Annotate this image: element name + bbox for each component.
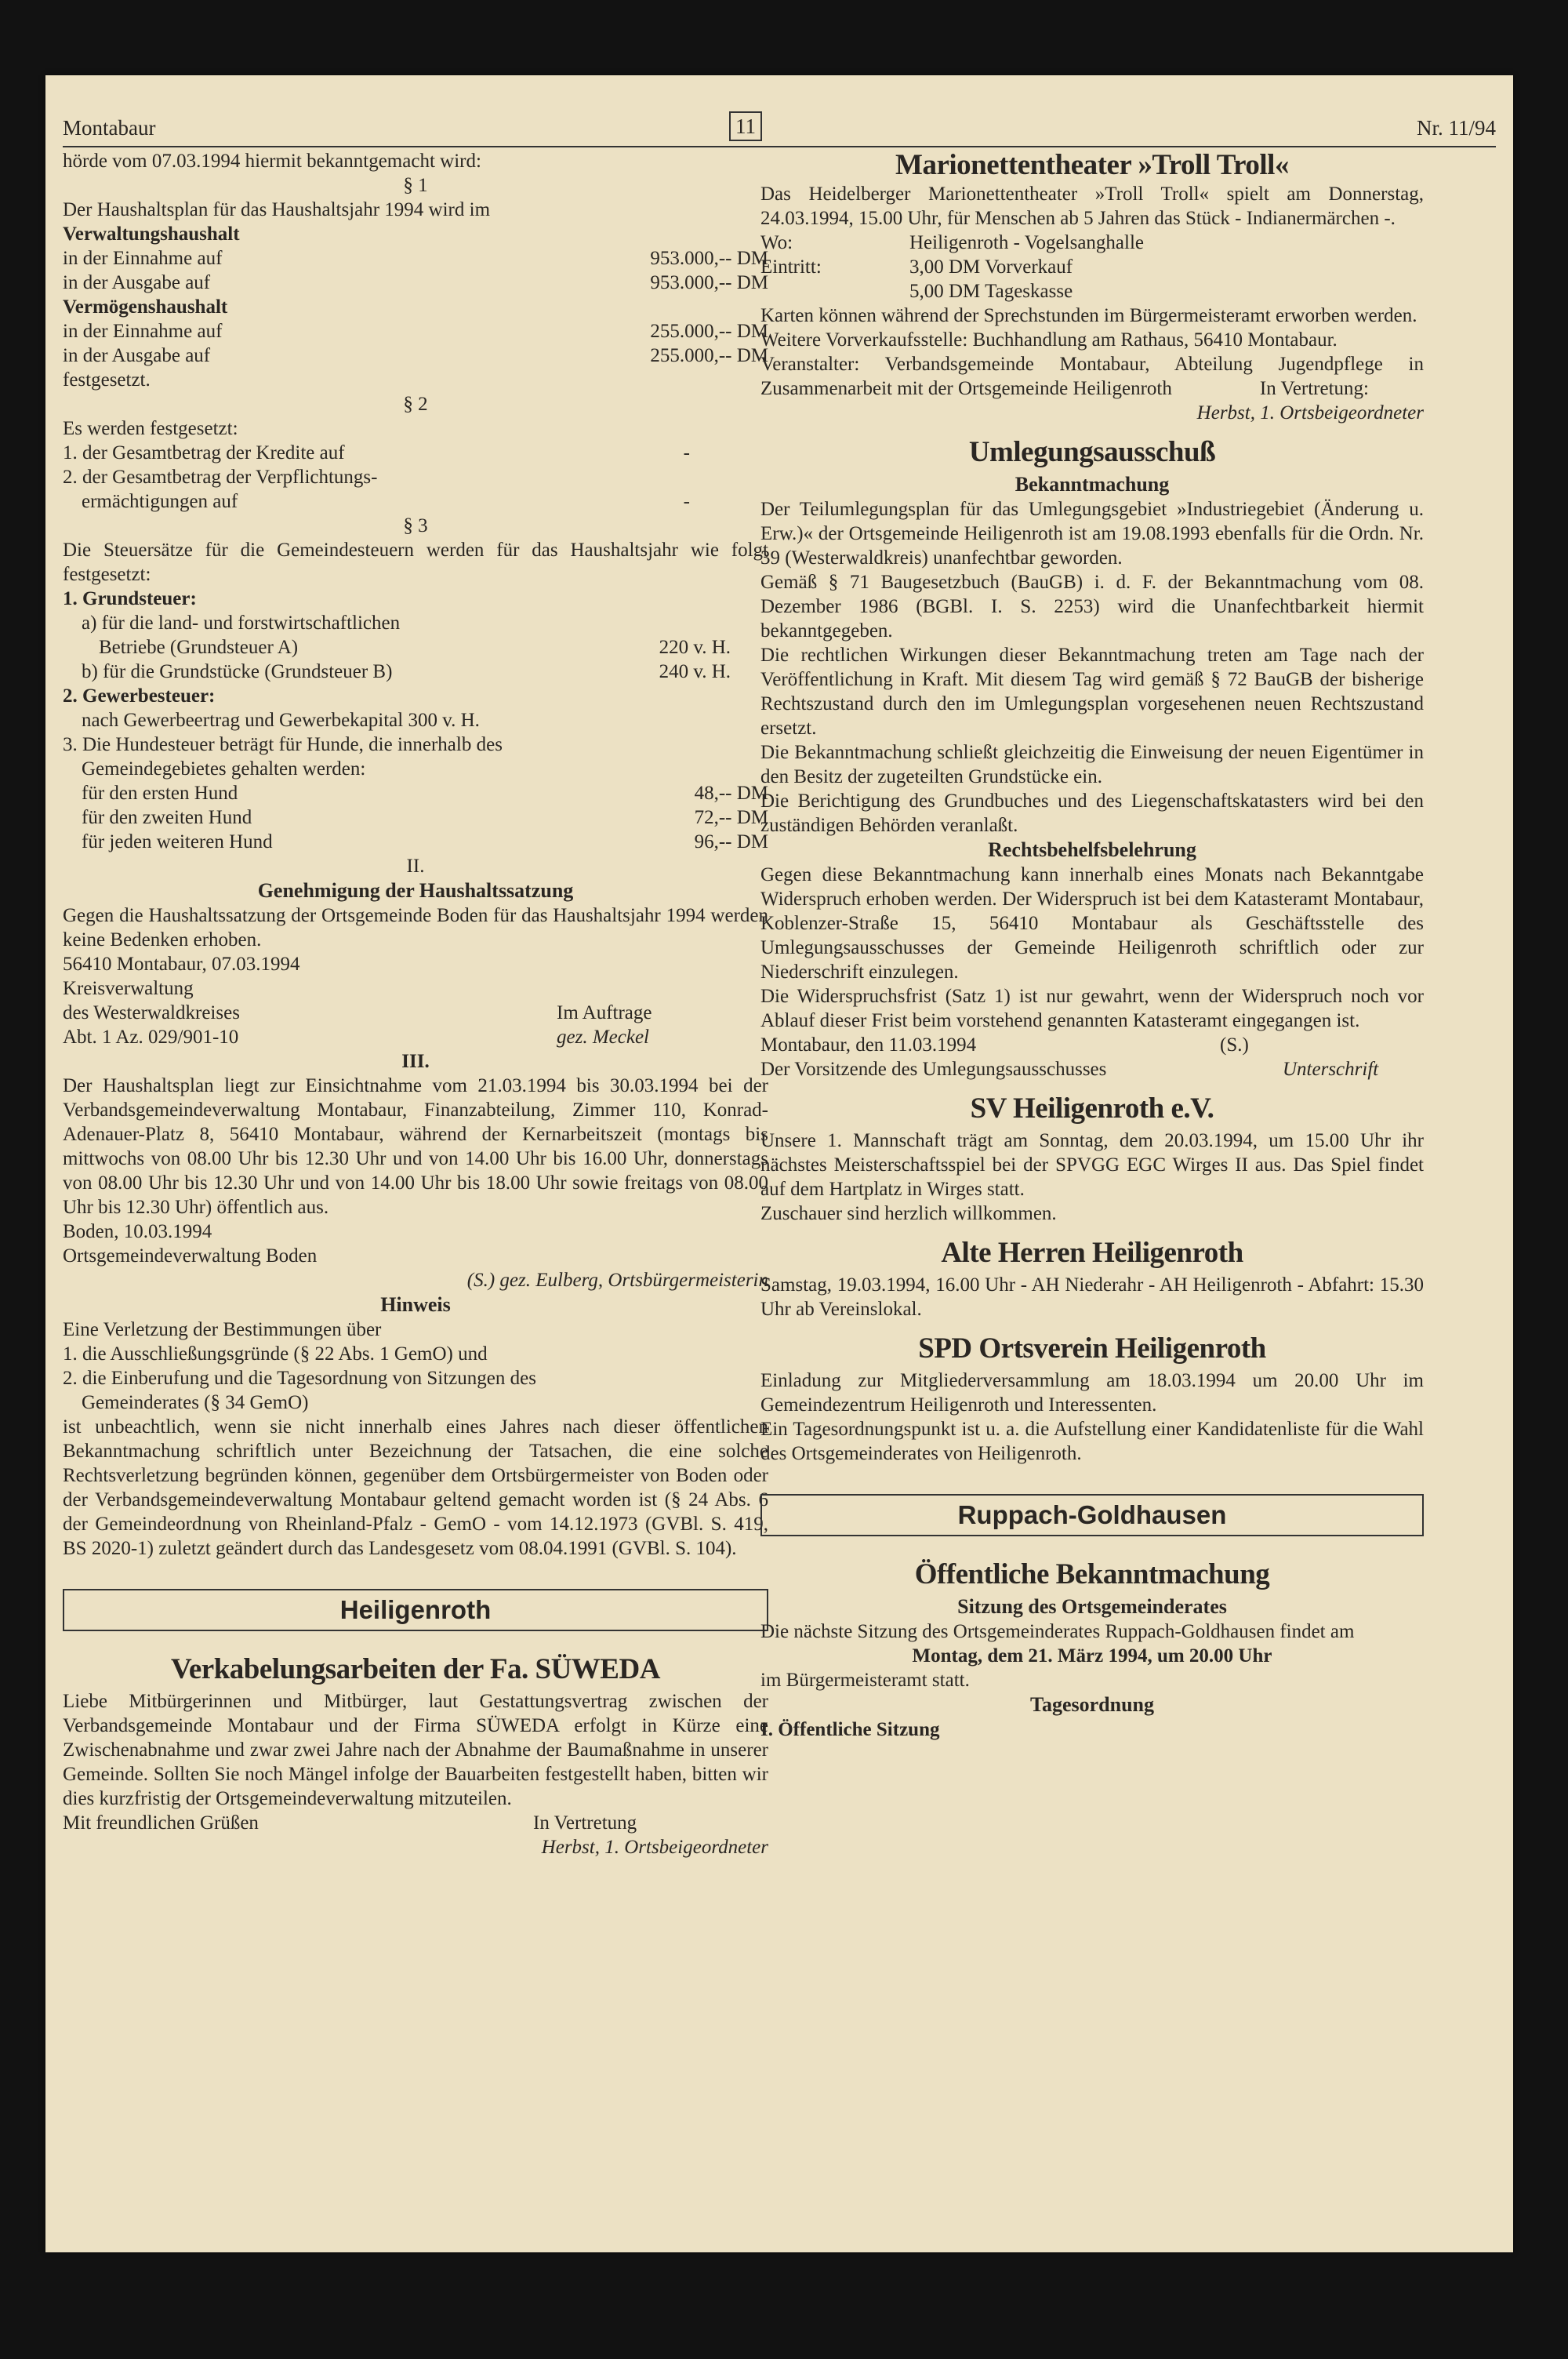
umlegung-vorsitz-row xyxy=(760,1057,1424,1081)
ortsgemeindeverwaltung: Ortsgemeindeverwaltung Boden xyxy=(63,1245,318,1267)
part-iii-text: Der Haushaltsplan liegt zur Einsichtnahme vom 21.03.1994 bis 30.03.1994 bei der Verbandsgemeindeverwaltung Montabaur, Finanzabteilung, Zimmer 110, Konrad-Adenauer-Platz 8, 56410 Montabaur, während der Kernarbeitszeit (montags bis mittwochs von 08.00 Uhr bis 12.30 Uhr und von 14.00 Uhr bis 16.00 Uhr, donnerstags von 08.00 Uhr bis 12.30 Uhr und von 14.00 Uhr bis 18.00 Uhr sowie freitags von 08.00 Uhr bis 12.30 Uhr) öffentlich aus. xyxy=(63,1075,768,1218)
kredite-value: - xyxy=(683,442,690,463)
wo-row xyxy=(760,231,1424,255)
tagesordnung-item-1: I. Öffentliche Sitzung xyxy=(760,1719,940,1740)
genehmigung-text: Gegen die Haushaltssatzung der Ortsgemeinde Boden für das Haushaltsjahr 1994 werden keine Bedenken erhoben. xyxy=(63,905,768,951)
gruss: Mit freundlichen Grüßen xyxy=(63,1812,259,1834)
hundesteuer-text-2: Gemeindegebietes gehalten werden: xyxy=(82,758,366,780)
marionetten-text-4: Veranstalter: Verbandsgemeinde Montabaur, Abteilung Jugendpflege in Zusammenarbeit mit der Ortsgemeinde Heiligenroth xyxy=(760,354,1424,399)
sv-text: Unsere 1. Mannschaft trägt am Sonntag, dem 20.03.1994, um 15.00 Uhr ihr nächstes Meisterschaftsspiel bei der SPVGG EGC Wirges II aus. Das Spiel findet auf dem Hartplatz in Wirges statt. xyxy=(760,1130,1424,1200)
marionetten-text-2: Karten können während der Sprechstunden im Bürgermeisteramt erworben werden. xyxy=(760,305,1417,326)
vh-ausgabe-row xyxy=(63,271,768,295)
hund-1-value: 48,-- DM xyxy=(694,783,768,804)
sitzung-subtitle: Sitzung des Ortsgemeinderates xyxy=(957,1595,1227,1618)
im-auftrage: Im Auftrage xyxy=(557,1002,652,1023)
gez-meckel: gez. Meckel xyxy=(557,1027,649,1048)
hund-3-label: für jeden weiteren Hund xyxy=(82,831,273,852)
rechtsbehelf-text: Gegen diese Bekanntmachung kann innerhalb eines Monats nach Bekanntgabe Widerspruch erhoben werden. Der Widerspruch ist bei dem Katasteramt Montabaur, Koblenzer-Straße 15, 56410 Montabaur als Geschäftsstelle des Umlegungsausschusses der Gemeinde Heiligenroth schriftlich oder zur Niederschrift einzulegen. xyxy=(760,864,1424,983)
kredite-label: 1. der Gesamtbetrag der Kredite auf xyxy=(63,442,345,463)
verpflichtung-row xyxy=(63,489,768,514)
vh-ausgabe-label: in der Ausgabe auf xyxy=(63,272,211,293)
vm-einnahme-value: 255.000,-- DM xyxy=(650,321,768,342)
umlegung-date-row xyxy=(760,1033,1424,1057)
right-column xyxy=(760,149,1424,1742)
place-date: 56410 Montabaur, 07.03.1994 xyxy=(63,954,300,975)
page-number: 11 xyxy=(729,111,762,141)
verwaltungshaushalt-heading: Verwaltungshaushalt xyxy=(63,224,240,245)
page-header xyxy=(63,110,1496,147)
vermoegenshaushalt-heading: Vermögenshaushalt xyxy=(63,296,228,318)
hinweis-heading: Hinweis xyxy=(380,1293,451,1316)
part-ii-heading: II. xyxy=(406,856,425,877)
hinweis-2: 2. die Einberufung und die Tagesordnung von Sitzungen des xyxy=(63,1368,536,1389)
festgesetzt-text: festgesetzt. xyxy=(63,369,151,391)
umlegung-date: Montabaur, den 11.03.1994 xyxy=(760,1034,977,1056)
hund-2-label: für den zweiten Hund xyxy=(82,807,252,828)
left-column xyxy=(63,149,768,1859)
vm-ausgabe-value: 255.000,-- DM xyxy=(650,345,768,366)
grundsteuer-a-label-2: Betriebe (Grundsteuer A) xyxy=(99,637,299,658)
section-1-text: Der Haushaltsplan für das Haushaltsjahr 1994 wird im xyxy=(63,199,491,220)
grundsteuer-heading: 1. Grundsteuer: xyxy=(63,588,197,609)
vm-ausgabe-row xyxy=(63,343,768,368)
issue-number: Nr. 11/94 xyxy=(1417,116,1496,140)
hund-1-label: für den ersten Hund xyxy=(82,783,238,804)
vh-einnahme-value: 953.000,-- DM xyxy=(650,248,768,269)
verkabelung-text: Liebe Mitbürgerinnen und Mitbürger, laut Gestattungsvertrag zwischen der Verbandsgemeinde Montabaur und der Firma SÜWEDA erfolgt in Kürze eine Zwischenabnahme und zwar zwei Jahre nach der Abnahme der Baumaßnahme in unserer Gemeinde. Sollten Sie noch Mängel infolge der Bauarbeiten festgestellt haben, bitten wir dies kurzfristig der Ortsgemeindeverwaltung mitzuteilen. xyxy=(63,1691,768,1809)
sv-text-2: Zuschauer sind herzlich willkommen. xyxy=(760,1203,1057,1224)
vh-ausgabe-value: 953.000,-- DM xyxy=(650,272,768,293)
marionetten-text: Das Heidelberger Marionettentheater »Troll Troll« spielt am Donnerstag, 24.03.1994, 15.00 Uhr, für Menschen ab 5 Jahren das Stück - Indianermärchen -. xyxy=(760,184,1424,229)
section-2: § 2 xyxy=(403,394,428,415)
umlegung-text-4: Die Bekanntmachung schließt gleichzeitig die Einweisung der neuen Eigentümer in den Besitz der zugeteilten Grundstücke ein. xyxy=(760,742,1424,787)
vm-ausgabe-label: in der Ausgabe auf xyxy=(63,345,211,366)
westerwaldkreis: des Westerwaldkreises xyxy=(63,1002,240,1023)
marionetten-text-3: Weitere Vorverkaufsstelle: Buchhandlung am Rathaus, 56410 Montabaur. xyxy=(760,329,1338,351)
boden-date: Boden, 10.03.1994 xyxy=(63,1221,212,1242)
sitzung-text-2: im Bürgermeisteramt statt. xyxy=(760,1670,970,1691)
umlegung-text-1: Der Teilumlegungsplan für das Umlegungsgebiet »Industriegebiet (Änderung u. Erw.)« der Ortsgemeinde Heiligenroth ist am 19.08.1993 ebenfalls für die Ordn. Nr. 39 (Westerwaldkreis) unanfechtbar geworden. xyxy=(760,499,1424,569)
signature-eulberg: (S.) gez. Eulberg, Ortsbürgermeisterin xyxy=(466,1270,768,1291)
kredite-row xyxy=(63,441,768,465)
section-box-heiligenroth: Heiligenroth xyxy=(63,1589,768,1631)
aktenzeichen-row xyxy=(63,1025,768,1049)
verpflichtung-value: - xyxy=(683,491,690,512)
umlegung-title: Umlegungsausschuß xyxy=(968,436,1216,468)
section-box-ruppach: Ruppach-Goldhausen xyxy=(760,1494,1424,1536)
sv-title: SV Heiligenroth e.V. xyxy=(970,1092,1214,1125)
kreisverwaltung: Kreisverwaltung xyxy=(63,978,194,999)
grundsteuer-b-value: 240 v. H. xyxy=(659,661,731,682)
wo-label: Wo: xyxy=(760,232,793,253)
ah-title: Alte Herren Heiligenroth xyxy=(941,1237,1243,1269)
hund-3-row xyxy=(63,830,768,854)
vh-einnahme-row xyxy=(63,246,768,271)
newspaper-page xyxy=(45,75,1513,2252)
rechtsbehelf-text-2: Die Widerspruchsfrist (Satz 1) ist nur gewahrt, wenn der Widerspruch noch vor Ablauf dieser Frist beim vorstehend genannten Katasteramt eingegangen ist. xyxy=(760,986,1424,1031)
genehmigung-heading: Genehmigung der Haushaltssatzung xyxy=(257,879,574,902)
wo-value: Heiligenroth - Vogelsanghalle xyxy=(909,232,1145,253)
rechtsbehelf-heading: Rechtsbehelfsbelehrung xyxy=(988,838,1196,861)
eintritt-value: 3,00 DM Vorverkauf xyxy=(909,256,1073,278)
umlegung-text-2: Gemäß § 71 Baugesetzbuch (BauGB) i. d. F. der Bekanntmachung vom 08. Dezember 1986 (BGBl. I. S. 2253) wird die Unanfechtbarkeit hiermit bekanntgegeben. xyxy=(760,572,1424,642)
hinweis-1: 1. die Ausschließungsgründe (§ 22 Abs. 1 GemO) und xyxy=(63,1343,488,1365)
gruss-row xyxy=(63,1811,768,1835)
hundesteuer-text: 3. Die Hundesteuer beträgt für Hunde, die innerhalb des xyxy=(63,734,503,755)
verpflichtung-label: 2. der Gesamtbetrag der Verpflichtungs- xyxy=(63,467,378,488)
tagesordnung-heading: Tagesordnung xyxy=(1030,1693,1154,1716)
hinweis-text: Eine Verletzung der Bestimmungen über xyxy=(63,1319,382,1340)
marionetten-title: Marionettentheater »Troll Troll« xyxy=(895,149,1289,181)
aktenzeichen: Abt. 1 Az. 029/901-10 xyxy=(63,1027,239,1048)
umlegung-text-3: Die rechtlichen Wirkungen dieser Bekanntmachung treten am Tage nach der Veröffentlichung in Kraft. Mit diesem Tag wird gemäß § 72 BauGB der bisherige Rechtszustand durch den im Umlegungsplan vorgesehenen neuen Rechtszustand ersetzt. xyxy=(760,645,1424,739)
header-town: Montabaur xyxy=(63,116,156,140)
spd-text-2: Ein Tagesordnungspunkt ist u. a. die Aufstellung einer Kandidatenliste für die Wahl des Ortsgemeinderates von Heiligenroth. xyxy=(760,1419,1424,1464)
ah-text: Samstag, 19.03.1994, 16.00 Uhr - AH Niederahr - AH Heiligenroth - Abfahrt: 15.30 Uhr ab Vereinslokal. xyxy=(760,1274,1424,1320)
eintritt-value-2: 5,00 DM Tageskasse xyxy=(909,281,1073,302)
grundsteuer-b-label: b) für die Grundstücke (Grundsteuer B) xyxy=(82,661,393,682)
vh-einnahme-label: in der Einnahme auf xyxy=(63,248,223,269)
spd-text: Einladung zur Mitgliederversammlung am 18.03.1994 um 20.00 Uhr im Gemeindezentrum Heiligenroth und Interessenten. xyxy=(760,1370,1424,1416)
intro-line: hörde vom 07.03.1994 hiermit bekanntgemacht wird: xyxy=(63,151,481,172)
verpflichtung-label-2: ermächtigungen auf xyxy=(82,491,238,512)
umlegung-vorsitzender: Der Vorsitzende des Umlegungsausschusses xyxy=(760,1059,1107,1080)
hinweis-2b: Gemeinderates (§ 34 GemO) xyxy=(82,1392,309,1413)
verkabelung-title: Verkabelungsarbeiten der Fa. SÜWEDA xyxy=(171,1653,660,1685)
hund-2-value: 72,-- DM xyxy=(694,807,768,828)
eintritt-row xyxy=(760,255,1424,279)
umlegung-text-5: Die Berichtigung des Grundbuches und des Liegenschaftskatasters wird bei den zuständigen Behörden veranlaßt. xyxy=(760,791,1424,836)
hund-2-row xyxy=(63,805,768,830)
hinweis-text-2: ist unbeachtlich, wenn sie nicht innerhalb eines Jahres nach dieser öffentlichen Bekanntmachung schriftlich unter Bezeichnung der Tatsachen, die eine solche Rechtsverletzung begründen können, gegenüber dem Ortsbürgermeister von Boden oder der Verbandsgemeindeverwaltung Montabaur geltend gemacht worden ist (§ 24 Abs. 6 der Gemeindeordnung von Rheinland-Pfalz - GemO - vom 14.12.1973 (GVBl. S. 419, BS 2020-1) zuletzt geändert durch das Landesgesetz vom 08.04.1991 (GVBl. S. 104). xyxy=(63,1416,768,1559)
section-3-text: Die Steuersätze für die Gemeindesteuern werden für das Haushaltsjahr wie folgt festgesetzt: xyxy=(63,540,768,585)
gewerbesteuer-text: nach Gewerbeertrag und Gewerbekapital 300 v. H. xyxy=(82,710,480,731)
grundsteuer-a-row xyxy=(63,635,768,660)
hund-3-value: 96,-- DM xyxy=(694,831,768,852)
vm-einnahme-label: in der Einnahme auf xyxy=(63,321,223,342)
marionetten-signature: Herbst, 1. Ortsbeigeordneter xyxy=(1196,402,1424,423)
eintritt-label: Eintritt: xyxy=(760,256,822,278)
umlegung-s: (S.) xyxy=(1220,1034,1249,1056)
oeffentliche-title: Öffentliche Bekanntmachung xyxy=(914,1558,1270,1590)
section-2-text: Es werden festgesetzt: xyxy=(63,418,238,439)
grundsteuer-b-row xyxy=(63,660,768,684)
westerwald-row xyxy=(63,1001,768,1025)
spd-title: SPD Ortsverein Heiligenroth xyxy=(918,1332,1266,1365)
section-1: § 1 xyxy=(403,175,428,196)
in-vertretung: In Vertretung xyxy=(533,1812,637,1834)
grundsteuer-a-label: a) für die land- und forstwirtschaftlichen xyxy=(82,612,401,634)
sitzung-date: Montag, dem 21. März 1994, um 20.00 Uhr xyxy=(912,1645,1272,1667)
marionetten-in-vertretung: In Vertretung: xyxy=(1259,378,1369,399)
hund-1-row xyxy=(63,781,768,805)
umlegung-unterschrift: Unterschrift xyxy=(1283,1059,1379,1080)
grundsteuer-a-value: 220 v. H. xyxy=(659,637,731,658)
sitzung-text: Die nächste Sitzung des Ortsgemeinderates Ruppach-Goldhausen findet am xyxy=(760,1621,1355,1642)
gewerbesteuer-heading: 2. Gewerbesteuer: xyxy=(63,685,216,707)
umlegung-subtitle: Bekanntmachung xyxy=(1014,473,1170,496)
section-3: § 3 xyxy=(403,515,428,536)
vm-einnahme-row xyxy=(63,319,768,343)
signature-herbst: Herbst, 1. Ortsbeigeordneter xyxy=(541,1837,768,1858)
part-iii-heading: III. xyxy=(401,1051,430,1072)
